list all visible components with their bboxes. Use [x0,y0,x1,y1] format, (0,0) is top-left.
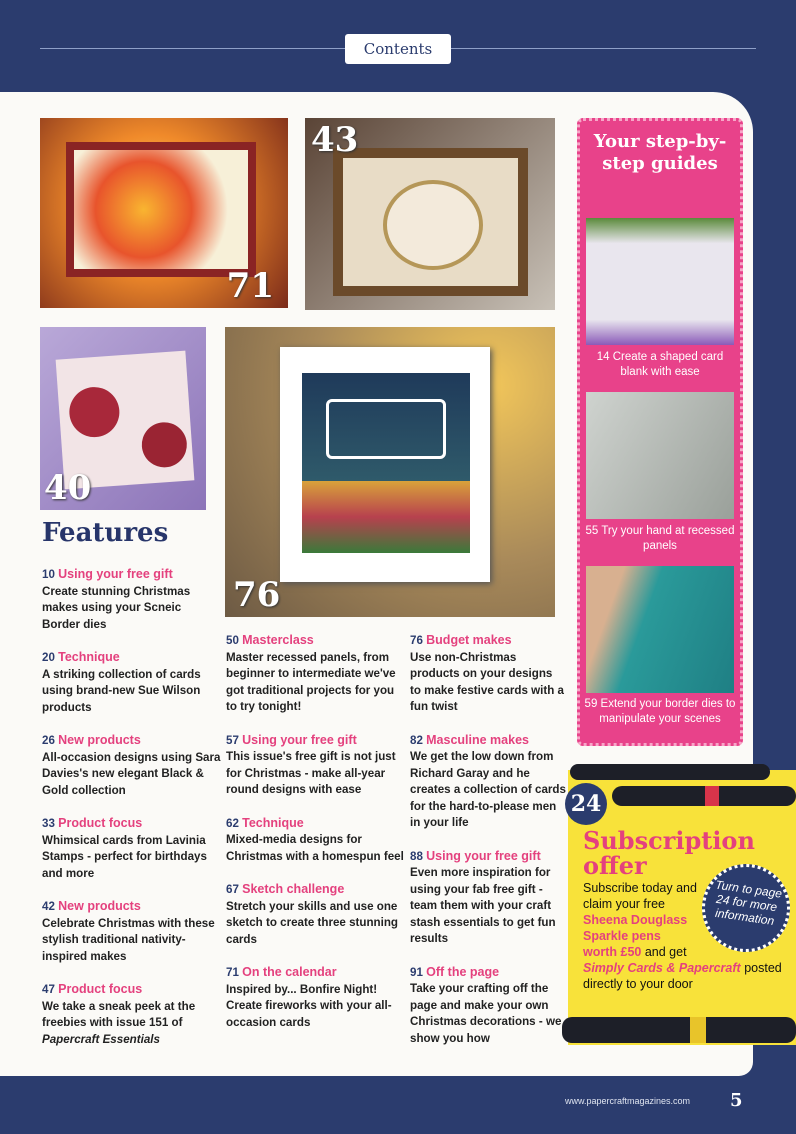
subscription-page-badge: 24 [565,783,607,825]
website-url: www.papercraftmagazines.com [565,1096,691,1106]
image-happy-birthday-card[interactable] [40,118,288,308]
image-merry-christmas-lace-card[interactable] [40,327,206,510]
feature-entry[interactable]: 26 New products All-occasion designs using Sara Davies's new elegant Black & Gold collection [42,733,221,797]
feature-entry[interactable]: 76 Budget makes Use non-Christmas products on your designs to make festive cards with a fun twist [410,633,565,713]
step-by-step-guides-panel [577,118,743,746]
header-rule-right [451,48,756,49]
header-rule-left [40,48,345,49]
feature-entry[interactable]: 50 Masterclass Master recessed panels, from beginner to intermediate we've got traditional projects for you to try tonight! [226,633,396,713]
subscription-title: Subscription offer [583,826,755,880]
feature-entry[interactable]: 67 Sketch challenge Stretch your skills and use one sketch to create three stunning cards [226,882,399,946]
guide-image-shaped-card[interactable] [586,218,734,345]
page-number: 40 [44,468,92,508]
feature-entry[interactable]: 62 Technique Mixed-media designs for Christmas with a homespun feel [226,815,404,863]
pen-image [570,764,770,780]
page-number-footer: 5 [730,1090,743,1111]
pen-image [612,786,796,806]
features-right-column [410,632,566,1063]
guides-title: Your step-by-step guides [593,131,727,174]
feature-entry[interactable]: 42 New products Celebrate Christmas with these stylish traditional nativity-inspired makes [42,899,215,963]
feature-entry[interactable]: 47 Product focus We take a sneak peek at the freebies with issue 151 of Papercraft Essentials [42,982,196,1046]
pen-image [562,1017,796,1043]
page-number: 71 [226,266,274,306]
image-shaker-christmas-card[interactable] [225,327,555,617]
feature-entry[interactable]: 91 Off the page Take your crafting off the page and make your own Christmas decorations - we show you how [410,964,562,1045]
feature-entry[interactable]: 10 Using your free gift Create stunning Christmas makes using your Scneic Border dies [42,567,191,631]
contents-tab: Contents [345,34,451,64]
feature-entry[interactable]: 82 Masculine makes We get the low down from Richard Garay and he creates a collection of cards for the hard-to-please men in your life [410,732,566,829]
image-nativity-card[interactable] [305,118,555,310]
feature-entry[interactable]: 88 Using your free gift Even more inspiration for using your fab free gift - team them with your craft stash essentials to get fun results [410,848,556,945]
guide-image-recessed-panels[interactable] [586,392,734,519]
pen-band [705,786,719,806]
features-heading: Features [42,518,169,548]
turn-to-page-badge[interactable]: Turn to page 24 for more information [696,858,795,957]
pen-band [690,1017,706,1043]
guide-image-border-dies[interactable] [586,566,734,693]
page-number: 43 [311,120,359,160]
page-number: 76 [233,575,281,615]
feature-entry[interactable]: 20 Technique A striking collection of cards using brand-new Sue Wilson products [42,650,201,714]
guide-caption[interactable]: 59 Extend your border dies to manipulate your scenes [584,698,736,725]
feature-entry[interactable]: 57 Using your free gift This issue's free gift is not just for Christmas - make all-year round designs with ease [226,732,396,796]
feature-entry[interactable]: 33 Product focus Whimsical cards from Lavinia Stamps - perfect for birthdays and more [42,816,207,880]
feature-entry[interactable]: 71 On the calendar Inspired by... Bonfire Night! Create fireworks with your all-occasion cards [226,965,392,1029]
features-left-column [42,566,222,1064]
guide-caption[interactable]: 14 Create a shaped card blank with ease [596,351,724,378]
guide-caption[interactable]: 55 Try your hand at recessed panels [585,525,735,552]
features-middle-column [226,632,406,1047]
subscription-text: Subscribe today and claim your free Sheena Douglass Sparkle pens worth £50 and get Simply Cards & Papercraft posted directly to your door [583,880,788,992]
